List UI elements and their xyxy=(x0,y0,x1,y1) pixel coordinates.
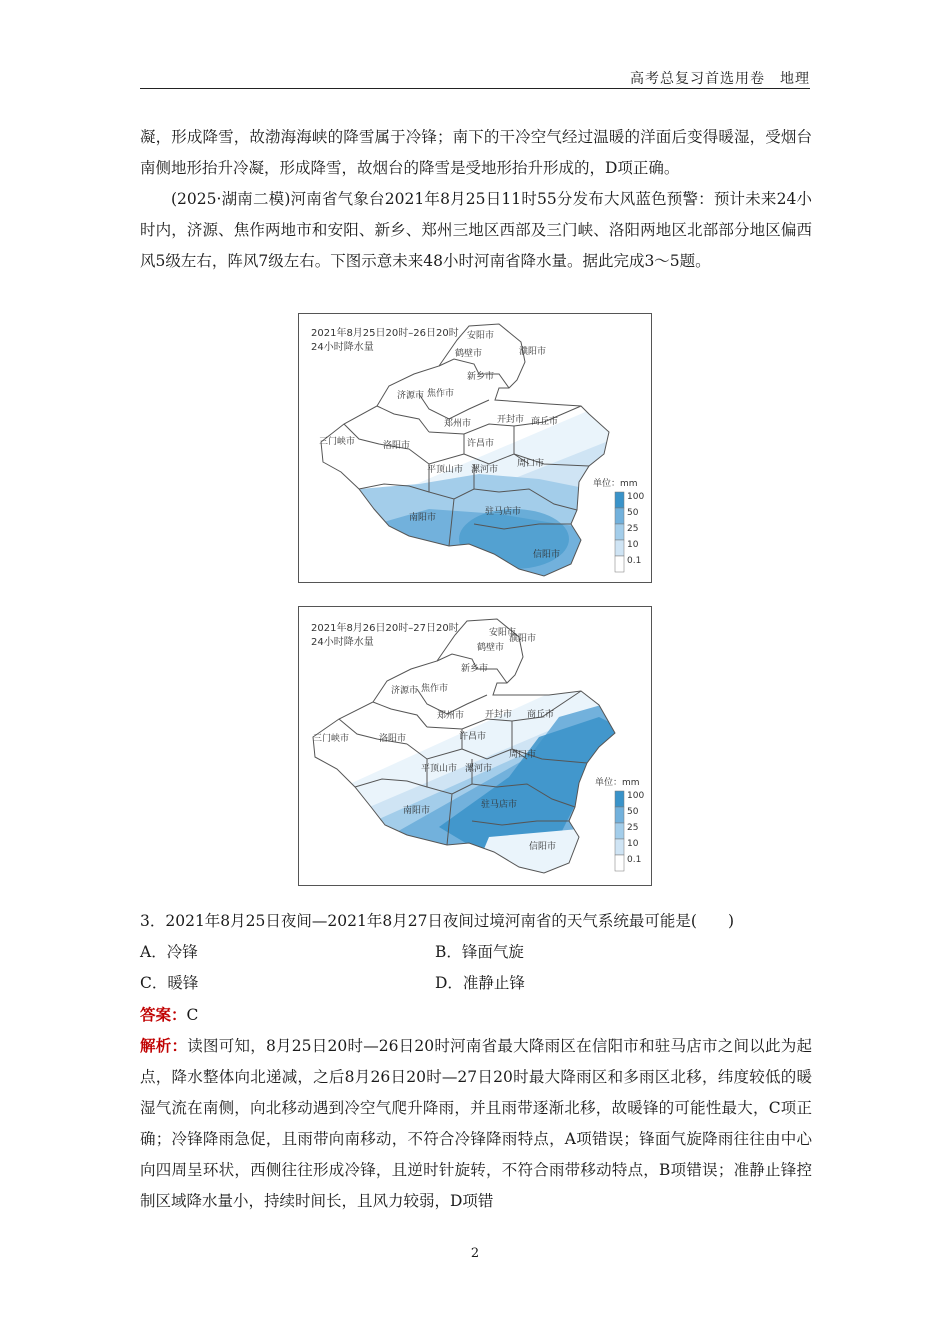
legend-swatch-10 xyxy=(615,540,624,556)
header-title: 高考总复习首选用卷 地理 xyxy=(630,71,810,87)
precipitation-map-2 xyxy=(298,606,652,886)
legend-label-0.1: 0.1 xyxy=(627,855,642,865)
map2-label-hebi: 鹤壁市 xyxy=(477,643,505,653)
map2-label-jiaozuo: 焦作市 xyxy=(421,684,449,694)
legend-swatch-25 xyxy=(615,524,624,540)
map1-label-sanmenxia: 三门峡市 xyxy=(319,437,356,447)
map1-label-shangqiu: 商丘市 xyxy=(531,417,559,427)
map1-label-nanyang: 南阳市 xyxy=(409,513,437,523)
map1-label-hebi: 鹤壁市 xyxy=(455,349,483,359)
map1-label-jiyuan: 济源市 xyxy=(397,391,425,401)
map1-label-kaifeng: 开封市 xyxy=(497,415,525,425)
option-d: D．准静止锋 xyxy=(435,974,525,992)
paragraph-1: 凝，形成降雪，故渤海海峡的降雪属于冷锋；南下的干冷空气经过温暖的洋面后变得暖湿，受烟台南侧地形抬升冷凝，形成降雪，故烟台的降雪是受地形抬升形成的，D项正确。 xyxy=(140,128,812,177)
option-c: C．暖锋 xyxy=(140,974,199,992)
map2-label-xinyang: 信阳市 xyxy=(529,842,557,852)
analysis-text: 读图可知，8月25日20时—26日20时河南省最大降雨区在信阳市和驻马店市之间以此为起点，降水整体向北递减，之后8月26日20时—27日20时最大降雨区和多雨区北移，纬度较低的暖湿气流在南侧，向北移动遇到冷空气爬升降雨，并且雨带逐渐北移，故暖锋的可能性最大，C项正确；冷锋降雨急促，且雨带向南移动，不符合冷锋降雨特点，A项错误；锋面气旋降雨往往由中心向四周呈环状，西侧往往形成冷锋，且逆时针旋转，不符合雨带移动特点，B项错误；准静止锋控制区域降水量小，持续时间长，且风力较弱，D项错 xyxy=(140,1037,812,1210)
legend-label-10: 10 xyxy=(627,540,639,550)
legend-swatch-100 xyxy=(615,791,624,807)
legend-label-50: 50 xyxy=(627,508,639,518)
legend-label-50: 50 xyxy=(627,807,639,817)
map2-label-pingdingshan: 平顶山市 xyxy=(421,764,458,774)
map2-title-line2: 24小时降水量 xyxy=(311,637,374,648)
map1-legend-unit: 单位：mm xyxy=(593,479,638,489)
paragraph-2: (2025·湖南二模)河南省气象台2021年8月25日11时55分发布大风蓝色预警：预计未来24小时内，济源、焦作两地市和安阳、新乡、郑州三地区西部及三门峡、洛阳两地区北部部分地区偏西风5级左右，阵风7级左右。下图示意未来48小时河南省降水量。据此完成3～5题。 xyxy=(140,190,812,270)
map1-title-line2: 24小时降水量 xyxy=(311,342,374,353)
map1-label-zhoukou: 周口市 xyxy=(517,459,545,469)
map1-label-luohe: 漯河市 xyxy=(471,465,499,475)
map2-label-zhumadian: 驻马店市 xyxy=(481,800,518,810)
map1-title-line1: 2021年8月25日20时–26日20时 xyxy=(311,328,459,339)
legend-label-0.1: 0.1 xyxy=(627,556,642,566)
legend-label-10: 10 xyxy=(627,839,639,849)
map2-label-shangqiu: 商丘市 xyxy=(527,710,555,720)
map2-label-jiyuan: 济源市 xyxy=(391,686,419,696)
question-3: 3．2021年8月25日夜间—2021年8月27日夜间过境河南省的天气系统最可能是( ) xyxy=(140,912,735,930)
map2-label-xuchang: 许昌市 xyxy=(459,732,487,742)
map2-title-line1: 2021年8月26日20时–27日20时 xyxy=(311,623,459,634)
legend-swatch-10 xyxy=(615,839,624,855)
map2-label-xinxiang: 新乡市 xyxy=(461,664,489,674)
map2-label-puyang: 濮阳市 xyxy=(509,634,537,644)
legend-swatch-0.1 xyxy=(615,556,624,572)
analysis-label: 解析： xyxy=(140,1036,188,1055)
legend-label-100: 100 xyxy=(627,791,645,801)
map2-label-nanyang: 南阳市 xyxy=(403,806,431,816)
map1-label-zhengzhou: 郑州市 xyxy=(444,419,472,429)
option-a: A．冷锋 xyxy=(140,943,198,961)
map1-label-jiaozuo: 焦作市 xyxy=(427,389,455,399)
map2-label-zhoukou: 周口市 xyxy=(509,750,537,760)
map2-label-luohe: 漯河市 xyxy=(465,764,493,774)
answer-value: C xyxy=(186,1006,199,1024)
map1-legend xyxy=(593,477,644,572)
map2-label-kaifeng: 开封市 xyxy=(485,710,513,720)
page-number: 2 xyxy=(470,1246,480,1261)
map1-label-anyang: 安阳市 xyxy=(467,331,495,341)
analysis xyxy=(140,1030,812,1217)
map1-label-xinxiang: 新乡市 xyxy=(467,372,495,382)
answer-line xyxy=(140,999,198,1031)
map2-label-anyang: 安阳市 xyxy=(489,628,517,638)
map1-label-puyang: 濮阳市 xyxy=(519,347,547,357)
map1-label-pingdingshan: 平顶山市 xyxy=(427,465,464,475)
map1-label-xuchang: 许昌市 xyxy=(467,439,495,449)
map2-legend xyxy=(595,776,644,871)
map2-legend-unit: 单位：mm xyxy=(595,778,640,788)
map2-label-sanmenxia: 三门峡市 xyxy=(313,734,350,744)
map1-label-zhumadian: 驻马店市 xyxy=(485,507,522,517)
map1-label-xinyang: 信阳市 xyxy=(533,550,561,560)
map1-label-luoyang: 洛阳市 xyxy=(383,441,411,451)
legend-label-100: 100 xyxy=(627,492,645,502)
map2-label-luoyang: 洛阳市 xyxy=(379,734,407,744)
precipitation-map-1 xyxy=(298,313,652,583)
legend-swatch-100 xyxy=(615,492,624,508)
answer-label: 答案： xyxy=(140,1005,187,1024)
header-divider xyxy=(140,88,810,89)
legend-swatch-50 xyxy=(615,508,624,524)
legend-swatch-50 xyxy=(615,807,624,823)
legend-label-25: 25 xyxy=(627,524,639,534)
option-b: B．锋面气旋 xyxy=(435,943,524,961)
map2-label-zhengzhou: 郑州市 xyxy=(437,711,465,721)
legend-swatch-25 xyxy=(615,823,624,839)
legend-swatch-0.1 xyxy=(615,855,624,871)
legend-label-25: 25 xyxy=(627,823,639,833)
